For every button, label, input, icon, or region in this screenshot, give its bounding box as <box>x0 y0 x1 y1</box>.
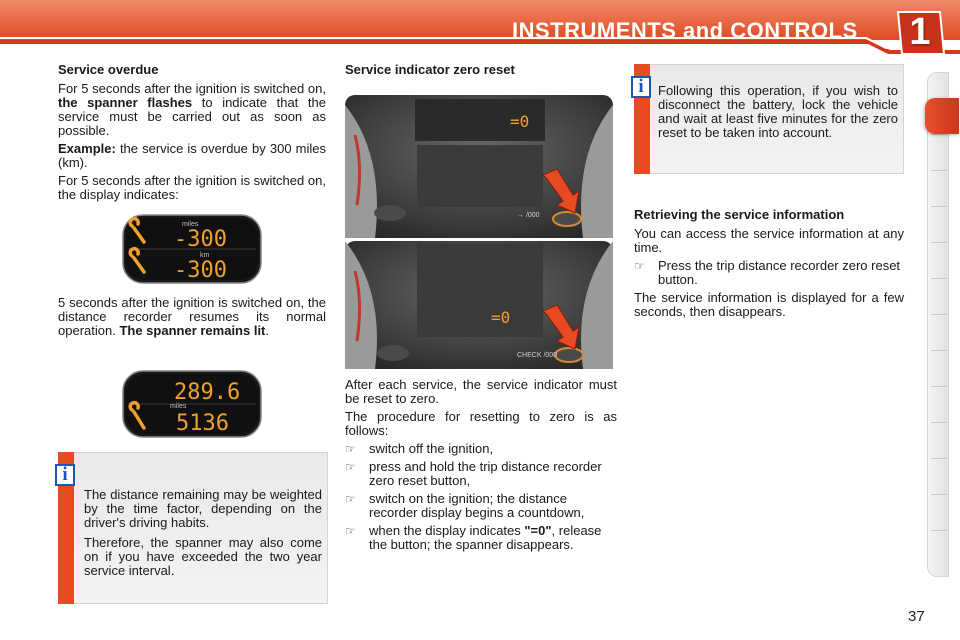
heading-retrieving-info: Retrieving the service information <box>634 207 845 222</box>
list-item: ☞ switch on the ignition; the distance recorder display begins a countdown, <box>345 491 585 520</box>
display-overdue-300 <box>122 214 262 284</box>
button-label-top: → /000 <box>517 212 540 219</box>
info-icon: i <box>55 464 75 486</box>
paragraph-normal-operation: 5 seconds after the ignition is switched on, the distance recorder resumes its normal operation. The spanner remains lit. <box>58 295 326 338</box>
tab-strip <box>927 72 949 577</box>
chapter-tabs <box>927 72 949 577</box>
left-column <box>58 63 326 206</box>
unit-miles: miles <box>182 221 199 228</box>
unit-miles-2: miles <box>170 403 187 410</box>
photo-cluster-bottom <box>345 241 613 369</box>
pointing-hand-icon: ☞ <box>345 524 356 538</box>
middle-column-text <box>345 378 617 556</box>
paragraph-procedure: The procedure for resetting to zero is as follows: <box>345 409 617 438</box>
info-right-text <box>658 84 898 146</box>
photo-cluster-top <box>345 95 613 238</box>
page-header <box>0 0 960 58</box>
list-item: ☞ switch off the ignition, <box>345 441 494 456</box>
display-normal-operation <box>122 370 262 438</box>
total-distance-value: 5136 <box>176 411 229 436</box>
paragraph-example: Example: the service is overdue by 300 miles (km). <box>58 141 326 170</box>
info-left-p2: Therefore, the spanner may also come on if you have exceeded the two year service interval. <box>84 535 322 578</box>
value-minus-300-km: -300 <box>174 258 227 283</box>
unit-km: km <box>200 252 210 259</box>
middle-column-heading <box>345 63 615 82</box>
pointing-hand-icon: ☞ <box>345 442 356 456</box>
tab-chapter-1-active[interactable] <box>925 98 959 134</box>
list-item: ☞ when the display indicates "=0", release the button; the spanner disappears. <box>345 523 602 552</box>
paragraph-info-displayed: The service information is displayed for a few seconds, then disappears. <box>634 290 904 319</box>
info-left-text <box>84 488 322 584</box>
heading-zero-reset: Service indicator zero reset <box>345 62 515 77</box>
paragraph-spanner-flashes: For 5 seconds after the ignition is switched on, the spanner flashes to indicate that the service must be carried out as soon as possible. <box>58 81 326 138</box>
info-left-p1: The distance remaining may be weighted by the time factor, depending on the driver's driving habits. <box>84 487 322 530</box>
heading-service-overdue: Service overdue <box>58 62 159 77</box>
trip-value: 289.6 <box>174 380 241 405</box>
chapter-number: 1 <box>909 11 931 53</box>
display-zero: =0 <box>510 112 530 131</box>
list-item: ☞ Press the trip distance recorder zero reset button. <box>634 258 901 287</box>
pointing-hand-icon: ☞ <box>345 460 356 474</box>
page-number: 37 <box>908 608 925 625</box>
info-icon: i <box>631 76 651 98</box>
pointing-hand-icon: ☞ <box>345 492 356 506</box>
right-column <box>634 208 904 323</box>
list-item: ☞ press and hold the trip distance recorder zero reset button, <box>345 459 602 488</box>
chapter-title: INSTRUMENTS and CONTROLS <box>512 18 858 43</box>
info-right-p1: Following this operation, if you wish to disconnect the battery, lock the vehicle and wait at least five minutes for the zero reset to be taken into account. <box>658 83 898 140</box>
display-zero-2: =0 <box>491 308 511 327</box>
paragraph-reset-after-service: After each service, the service indicator must be reset to zero. <box>345 377 617 406</box>
value-minus-300-miles: -300 <box>174 227 227 252</box>
button-label-bottom: CHECK /000 <box>517 352 558 359</box>
pointing-hand-icon: ☞ <box>634 259 645 273</box>
paragraph-access-any-time: You can access the service information at any time. <box>634 226 904 255</box>
paragraph-display-indicates: For 5 seconds after the ignition is switched on, the display indicates: <box>58 173 326 202</box>
